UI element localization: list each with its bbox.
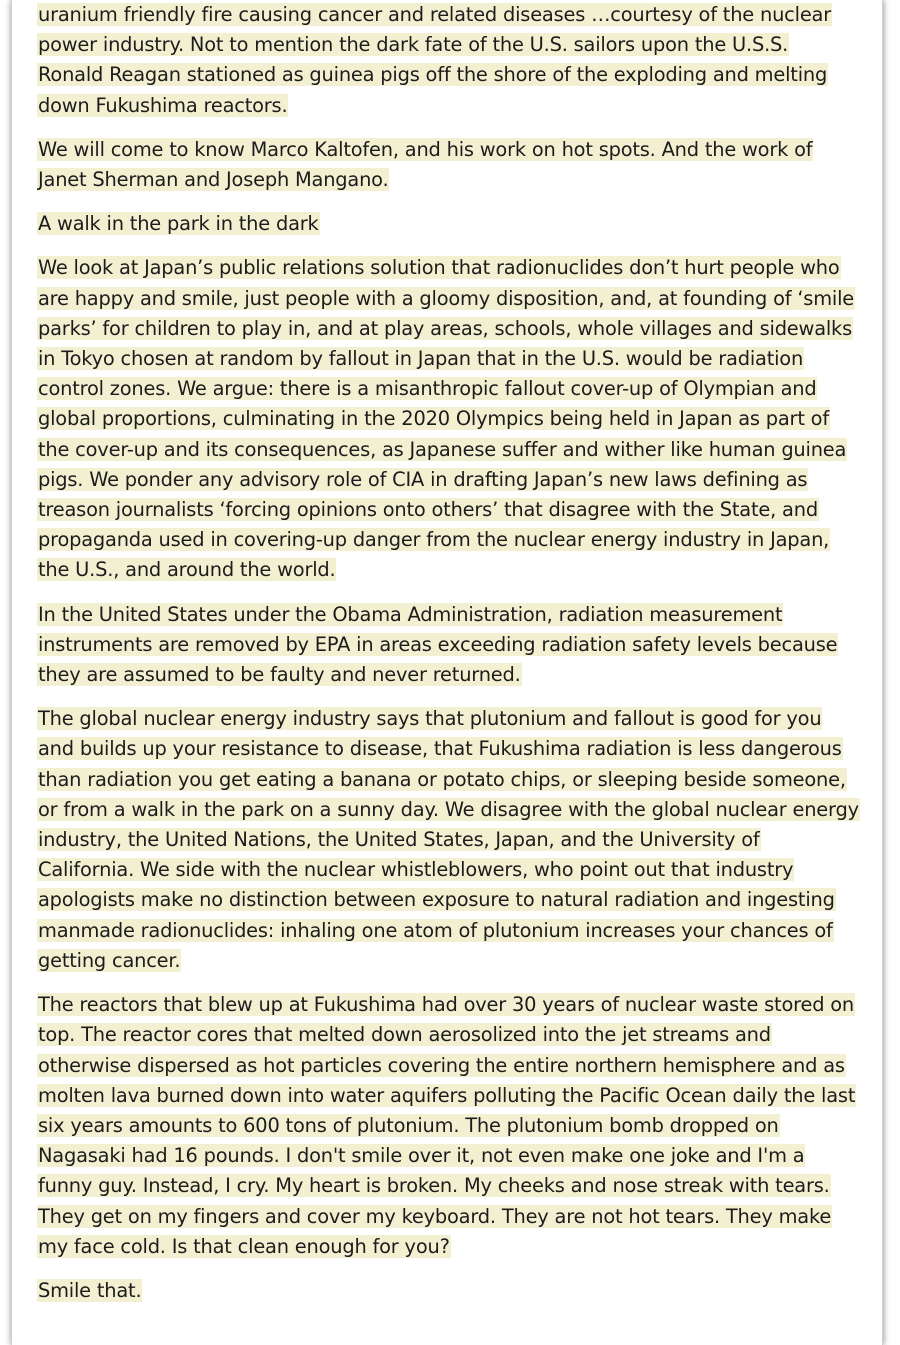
paragraph-7 [37, 1276, 859, 1306]
paragraph-text: uranium friendly fire causing cancer and related diseases …courtesy of the nuclear power industry. Not to mention the dark fate of the U.S. sailors upon the U.S.S. Ronald Reagan stationed as guinea pigs off the shore of the exploding and melting down Fukushima reactors. [38, 3, 832, 117]
paragraph-text: We look at Japan’s public relations solution that radionuclides don’t hurt people who are happy and smile, just people with a gloomy disposition, and, at founding of ‘smile parks’ for children to play in, and at play areas, schools, whole villages and sidewalks in Tokyo chosen at random by fallout in Japan that in the U.S. would be radiation control zones. We argue: there is a misanthropic fallout cover-up of Olympian and global proportions, culminating in the 2020 Olympics being held in Japan as part of the cover-up and its consequences, as Japanese suffer and wither like human guinea pigs. We ponder any advisory role of CIA in drafting Japan’s new laws defining as treason journalists ‘forcing opinions onto others’ that disagree with the State, and propaganda used in covering-up danger from the nuclear energy industry in Japan, the U.S., and around the world. [38, 256, 854, 582]
paragraph-text: In the United States under the Obama Administration, radiation measurement instruments are removed by EPA in areas exceeding radiation safety levels because they are assumed to be faulty and never returned. [38, 602, 838, 687]
paragraph-text: The reactors that blew up at Fukushima had over 30 years of nuclear waste stored on top. The reactor cores that melted down aerosolized into the jet streams and otherwise dispersed as hot particles covering the entire northern hemisphere and as molten lava burned down into water aquifers polluting the Pacific Ocean daily the last six years amounts to 600 tons of plutonium. The plutonium bomb dropped on Nagasaki had 16 pounds. I don't smile over it, not even make one joke and I'm a funny guy. Instead, I cry. My heart is broken. My cheeks and nose streak with tears. They get on my fingers and cover my keyboard. They are not hot tears. They make my face cold. Is that clean enough for you? [38, 993, 856, 1258]
page-frame [12, 0, 882, 1345]
paragraph-text: The global nuclear energy industry says that plutonium and fallout is good for you and builds up your resistance to disease, that Fukushima radiation is less dangerous than radiation you get eating a banana or potato chips, or sleeping beside someone, or from a walk in the park on a sunny day. We disagree with the global nuclear energy industry, the United Nations, the United States, Japan, and the University of California. We side with the nuclear whistleblowers, who point out that industry apologists make no distinction between exposure to natural radiation and ingesting manmade radionuclides: inhaling one atom of plutonium increases your chances of getting cancer. [38, 707, 859, 972]
paragraph-1 [37, 0, 859, 121]
section-heading [37, 209, 859, 239]
paragraph-5 [37, 704, 859, 976]
paragraph-text: We will come to know Marco Kaltofen, and his work on hot spots. And the work of Janet Sherman and Joseph Mangano. [38, 137, 813, 192]
heading-text: A walk in the park in the dark [38, 212, 319, 236]
paragraph-4 [37, 600, 859, 691]
paragraph-6 [37, 990, 859, 1262]
paragraph-text: Smile that. [38, 1278, 142, 1302]
paragraph-3 [37, 253, 859, 585]
article-body [37, 0, 859, 1320]
paragraph-2 [37, 135, 859, 195]
